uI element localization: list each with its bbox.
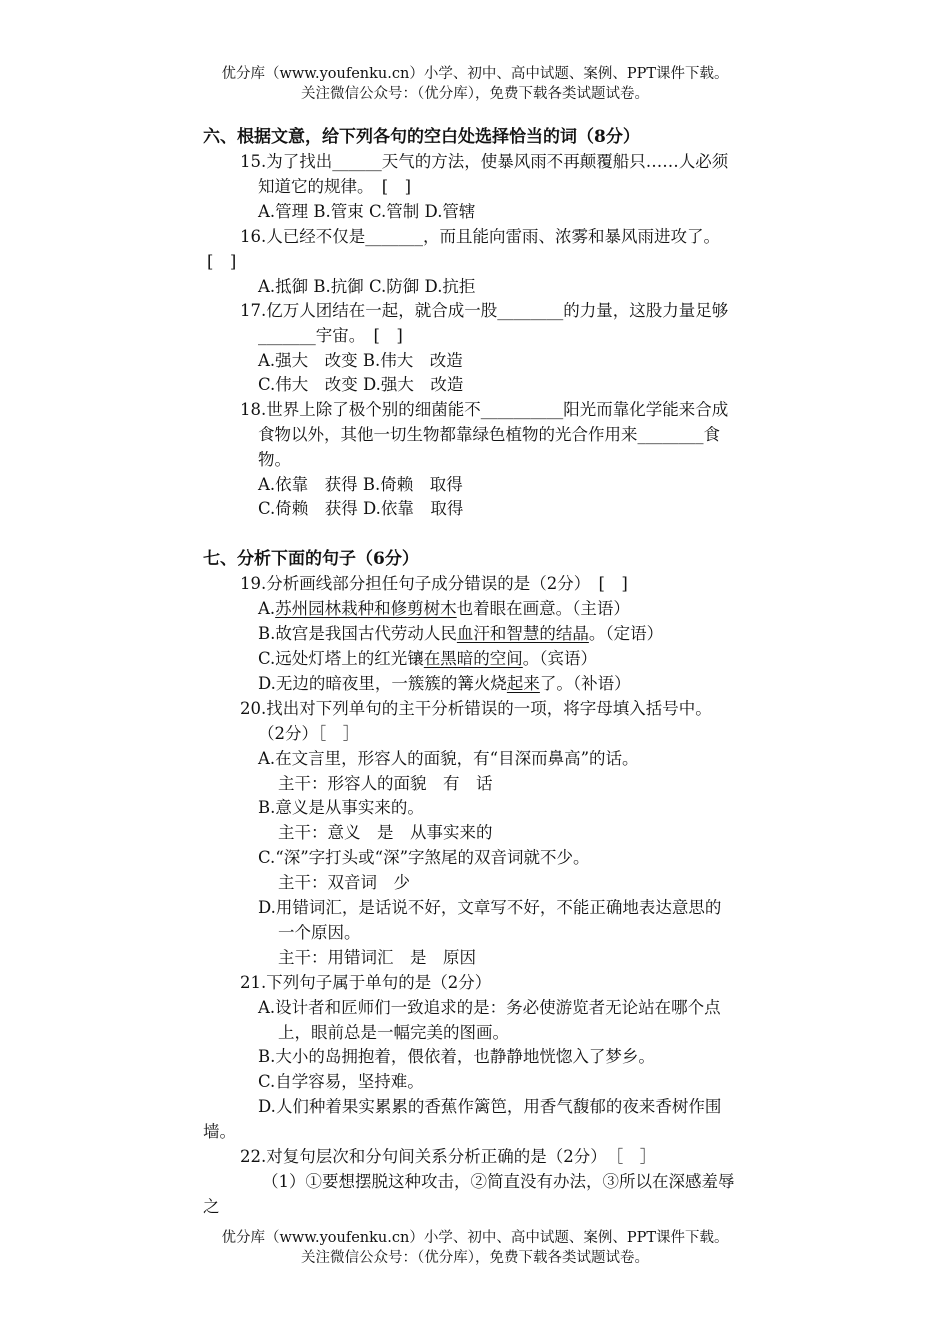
q19-c-suffix: 。（宾语） [522,649,598,668]
q19-option-d [258,673,631,695]
header-line-2: 关注微信公众号：（优分库），免费下载各类试题试卷。 [301,86,649,102]
q17-line-2: _______宇宙。 [ ] [258,326,403,345]
q19-stem: 19.分析画线部分担任句子成分错误的是（2分） [ ] [240,574,628,593]
page-footer [0,1228,950,1268]
q21-option-c: C.自学容易，坚持难。 [258,1072,424,1091]
footer-line-2: 关注微信公众号：（优分库），免费下载各类试题试卷。 [301,1250,649,1266]
q19-a-suffix: 也着眼在画意。（主语） [456,599,630,618]
q15-line-1: 15.为了找出______天气的方法，使暴风雨不再颠覆船只……人必须 [240,152,729,171]
q19-a-prefix: A. [258,599,276,618]
q21-option-a-line-2: 上，眼前总是一幅完美的图画。 [278,1023,509,1042]
q19-option-c [258,648,597,670]
q20-option-b-main: 主干：意义 是 从事实来的 [278,823,493,842]
q19-option-a [258,598,630,620]
q21-option-d-line-2: 墙。 [203,1122,236,1141]
q21-option-d-line-1: D.人们种着果实累累的香蕉作篱笆，用香气馥郁的夜来香树作围 [258,1097,722,1116]
q16-options: A.抵御 B.抗御 C.防御 D.抗拒 [258,277,476,296]
q21-option-a-line-1: A.设计者和匠师们一致追求的是：务必使游览者无论站在哪个点 [258,998,721,1017]
q15-options: A.管理 B.管束 C.管制 D.管辖 [258,202,476,221]
q17-line-1: 17.亿万人团结在一起，就合成一股________的力量，这股力量足够 [240,301,729,320]
q17-options-cd: C.伟大 改变 D.强大 改造 [258,375,464,394]
q19-option-b [258,623,663,645]
q19-c-underlined: 在黑暗的空间 [423,649,523,668]
q16-line-1: 16.人已经不仅是_______，而且能向雷雨、浓雾和暴风雨进攻了。 [240,227,720,246]
q20-option-c-main: 主干：双音词 少 [278,873,410,892]
q18-line-2: 食物以外，其他一切生物都靠绿色植物的光合作用来________食 [258,425,720,444]
section-7-title: 七、分析下面的句子（6分） [203,549,419,569]
q19-b-suffix: 。（定语） [588,624,664,643]
q20-option-a-main: 主干：形容人的面貌 有 话 [278,774,493,793]
q20-option-a: A.在文言里，形容人的面貌，有“目深而鼻高”的话。 [258,749,639,768]
q20-option-c: C.“深”字打头或“深”字煞尾的双音词就不少。 [258,848,590,867]
q20-option-d-main: 主干：用错词汇 是 原因 [278,948,476,967]
q19-d-prefix: D.无边的暗夜里，一簇簇的篝火烧 [258,674,507,693]
q20-stem-1: 20.找出对下列单句的主干分析错误的一项，将字母填入括号中。 [240,699,712,718]
q19-d-underlined: 起来 [506,674,540,693]
q19-b-underlined: 血汗和智慧的结晶 [456,624,589,643]
section-6-title: 六、根据文意，给下列各句的空白处选择恰当的词（8分） [203,127,640,147]
q19-c-prefix: C.远处灯塔上的红光镶 [258,649,424,668]
q21-stem: 21.下列句子属于单句的是（2分） [240,973,492,992]
q20-stem-2: （2分）［ ］ [258,724,360,743]
header-line-1: 优分库（www.youfenku.cn）小学、初中、高中试题、案例、PPT课件下载。 [221,66,729,82]
page-header [0,64,950,104]
q19-d-suffix: 了。（补语） [539,674,631,693]
q20-option-d-line-1: D.用错词汇，是话说不好，文章写不好，不能正确地表达意思的 [258,898,722,917]
q18-options-ab: A.依靠 获得 B.倚赖 取得 [258,475,463,494]
q21-option-b: B.大小的岛拥抱着，偎依着，也静静地恍惚入了梦乡。 [258,1047,655,1066]
q18-line-3: 物。 [258,450,291,469]
q18-line-1: 18.世界上除了极个别的细菌能不__________阳光而靠化学能来合成 [240,400,729,419]
footer-line-1: 优分库（www.youfenku.cn）小学、初中、高中试题、案例、PPT课件下载。 [221,1230,729,1246]
q22-line-2: 之 [203,1197,220,1216]
q19-a-underlined: 苏州园林栽种和修剪树木 [275,599,457,618]
q22-line-1: （1）①要想摆脱这种攻击，②简直没有办法，③所以在深感羞辱 [262,1172,735,1191]
q22-stem: 22.对复句层次和分句间关系分析正确的是（2分） ［ ］ [240,1147,657,1166]
q18-options-cd: C.倚赖 获得 D.依靠 取得 [258,499,464,518]
q17-options-ab: A.强大 改变 B.伟大 改造 [258,351,463,370]
q19-b-prefix: B.故宫是我国古代劳动人民 [258,624,457,643]
q16-line-2: [ ] [207,252,237,271]
q20-option-d-line-2: 一个原因。 [278,923,361,942]
q15-line-2: 知道它的规律。 [ ] [258,177,412,196]
q20-option-b: B.意义是从事实来的。 [258,798,424,817]
